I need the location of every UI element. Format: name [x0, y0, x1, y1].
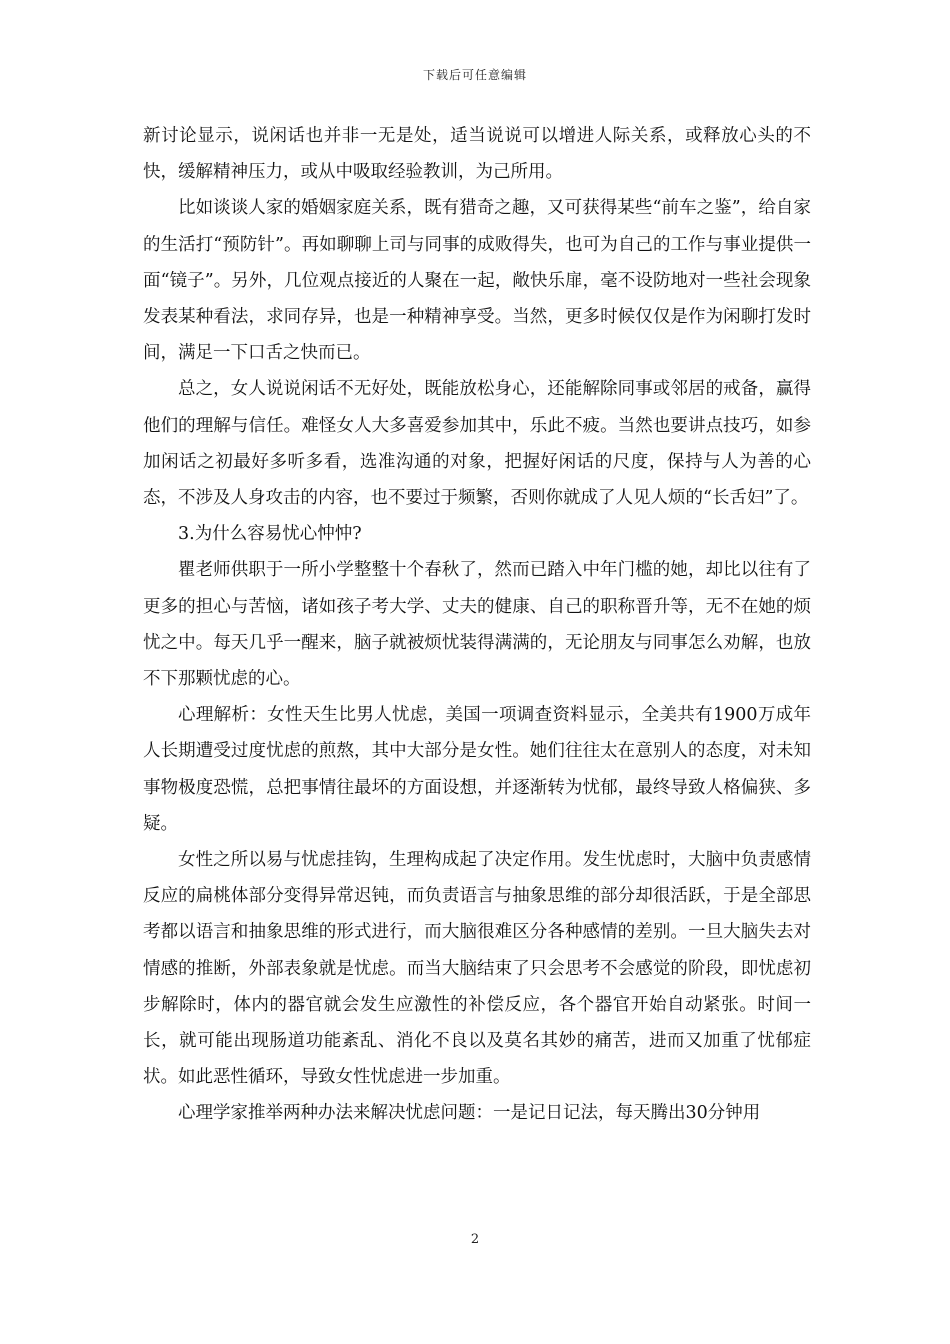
paragraph: 总之，女人说说闲话不无好处，既能放松身心，还能解除同事或邻居的戒备，赢得他们的理解与信任。难怪女人大多喜爱参加其中，乐此不疲。当然也要讲点技巧，如参加闲话之初最好多听多看，选准沟通的对象，把握好闲话的尺度，保持与人为善的心态，不涉及人身攻击的内容，也不要过于频繁，否则你就成了人见人烦的“长舌妇”了。 [143, 379, 811, 509]
paragraph: 心理解析：女性天生比男人忧虑，美国一项调查资料显示，全美共有1900万成年人长期遭受过度忧虑的煎熬，其中大部分是女性。她们往往太在意别人的态度，对未知事物极度恐慌，总把事情往最坏的方面设想，并逐渐转为忧郁，最终导致人格偏狭、多疑。 [143, 705, 811, 834]
section-heading: 3.为什么容易忧心忡忡? [178, 524, 362, 545]
paragraph: 女性之所以易与忧虑挂钩，生理构成起了决定作用。发生忧虑时，大脑中负责感情反应的扁桃体部分变得异常迟钝，而负责语言与抽象思维的部分却很活跃，于是全部思考都以语言和抽象思维的形式进行，而大脑很难区分各种感情的差别。一旦大脑失去对情感的推断，外部表象就是忧虑。而当大脑结束了只会思考不会感觉的阶段，即忧虑初步解除时，体内的器官就会发生应激性的补偿反应，各个器官开始自动紧张。时间一长，就可能出现肠道功能紊乱、消化不良以及莫名其妙的痛苦，进而又加重了忧郁症状。如此恶性循环，导致女性忧虑进一步加重。 [143, 850, 811, 1088]
paragraph: 心理学家推举两种办法来解决忧虑问题：一是记日记法，每天腾出30分钟用 [178, 1103, 761, 1124]
paragraph: 新讨论显示，说闲话也并非一无是处，适当说说可以增进人际关系，或释放心头的不快，缓解精神压力，或从中吸取经验教训，为己所用。 [143, 126, 811, 183]
document-body [143, 118, 811, 1132]
paragraph: 比如谈谈人家的婚姻家庭关系，既有猎奇之趣，又可获得某些“前车之鉴”，给自家的生活打“预防针”。再如聊聊上司与同事的成败得失，也可为自己的工作与事业提供一面“镜子”。另外，几位观点接近的人聚在一起，敞快乐扉，毫不设防地对一些社会现象发表某种看法，求同存异，也是一种精神享受。当然，更多时候仅仅是作为闲聊打发时间，满足一下口舌之快而已。 [143, 198, 811, 364]
page-number: 2 [470, 1232, 480, 1247]
paragraph: 瞿老师供职于一所小学整整十个春秋了，然而已踏入中年门槛的她，却比以往有了更多的担心与苦恼，诸如孩子考大学、丈夫的健康、自己的职称晋升等，无不在她的烦忧之中。每天几乎一醒来，脑子就被烦忧装得满满的，无论朋友与同事怎么劝解，也放不下那颗忧虑的心。 [143, 560, 811, 690]
page-header: 下载后可任意编辑 [422, 68, 527, 82]
